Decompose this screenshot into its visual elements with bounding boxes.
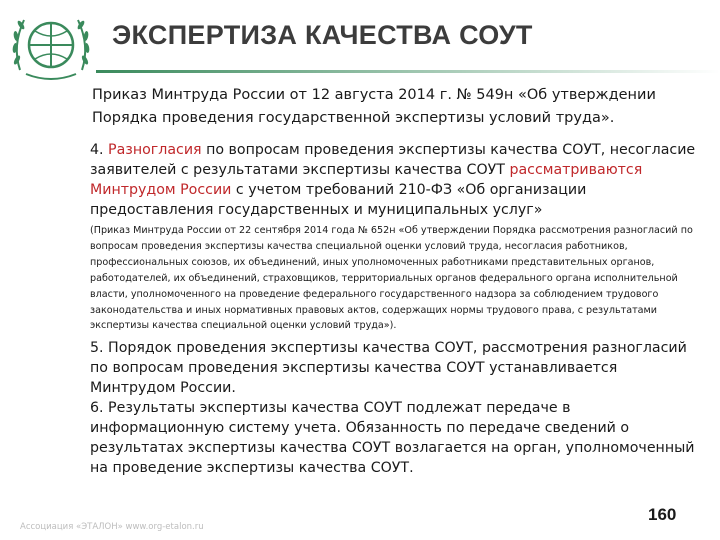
item-4-disagreements: Разногласия [108,142,202,158]
main-content [90,140,698,478]
item-4-number: 4. [90,142,109,158]
item-4-text-1: по вопросам проведения экспертизы качества СОУТ, несогласие заявителей с результатами экспертизы качества СОУТ [90,142,696,178]
order-652n-note: (Приказ Минтруда России от 22 сентября 2014 года № 652н «Об утверждении Порядка рассмотрения разногласий по вопросам проведения экспертизы качества специальной оценки условий труда, несогласия работников, профессиональных союзов, их объединений, иных уполномоченных работниками представительных органов, работодателей, их объединений, страховщиков, территориальных органов федерального органа исполнительной власти, уполномоченного на проведение федерального государственного надзора за соблюдением трудового законодательства и иных нормативных правовых актов, содержащих нормы трудового права, с результатами экспертизы качества специальной оценки условий труда»). [90,225,693,332]
order-heading: Приказ Минтруда России от 12 августа 2014 г. № 549н «Об утверждении Порядка проведения государственной экспертизы условий труда». [92,87,656,126]
item-6-paragraph: 6. Результаты экспертизы качества СОУТ подлежат передаче в информационную систему учета. Обязанность по передаче сведений о результатах экспертизы качества СОУТ возлагается на орган, уполномоченный на проведение экспертизы качества СОУТ. [90,400,695,477]
leaf-wreath-logo-icon [8,4,94,86]
item-5-paragraph: 5. Порядок проведения экспертизы качества СОУТ, рассмотрения разногласий по вопросам проведения экспертизы качества СОУТ устанавливается Минтрудом России. [90,340,687,397]
item-4-text-2: с учетом требований 210-ФЗ «Об организации предоставления государственных и муниципальных услуг» [90,182,587,218]
footer-association: Ассоциация «ЭТАЛОН» www.org-etalon.ru [20,522,204,532]
title-divider [96,70,720,73]
page-number: 160 [648,505,677,524]
page-title: ЭКСПЕРТИЗА КАЧЕСТВА СОУТ [112,20,533,50]
item-4-paragraph [90,140,698,220]
item-4-reviewed-by: рассматриваются Минтрудом России [90,162,643,198]
